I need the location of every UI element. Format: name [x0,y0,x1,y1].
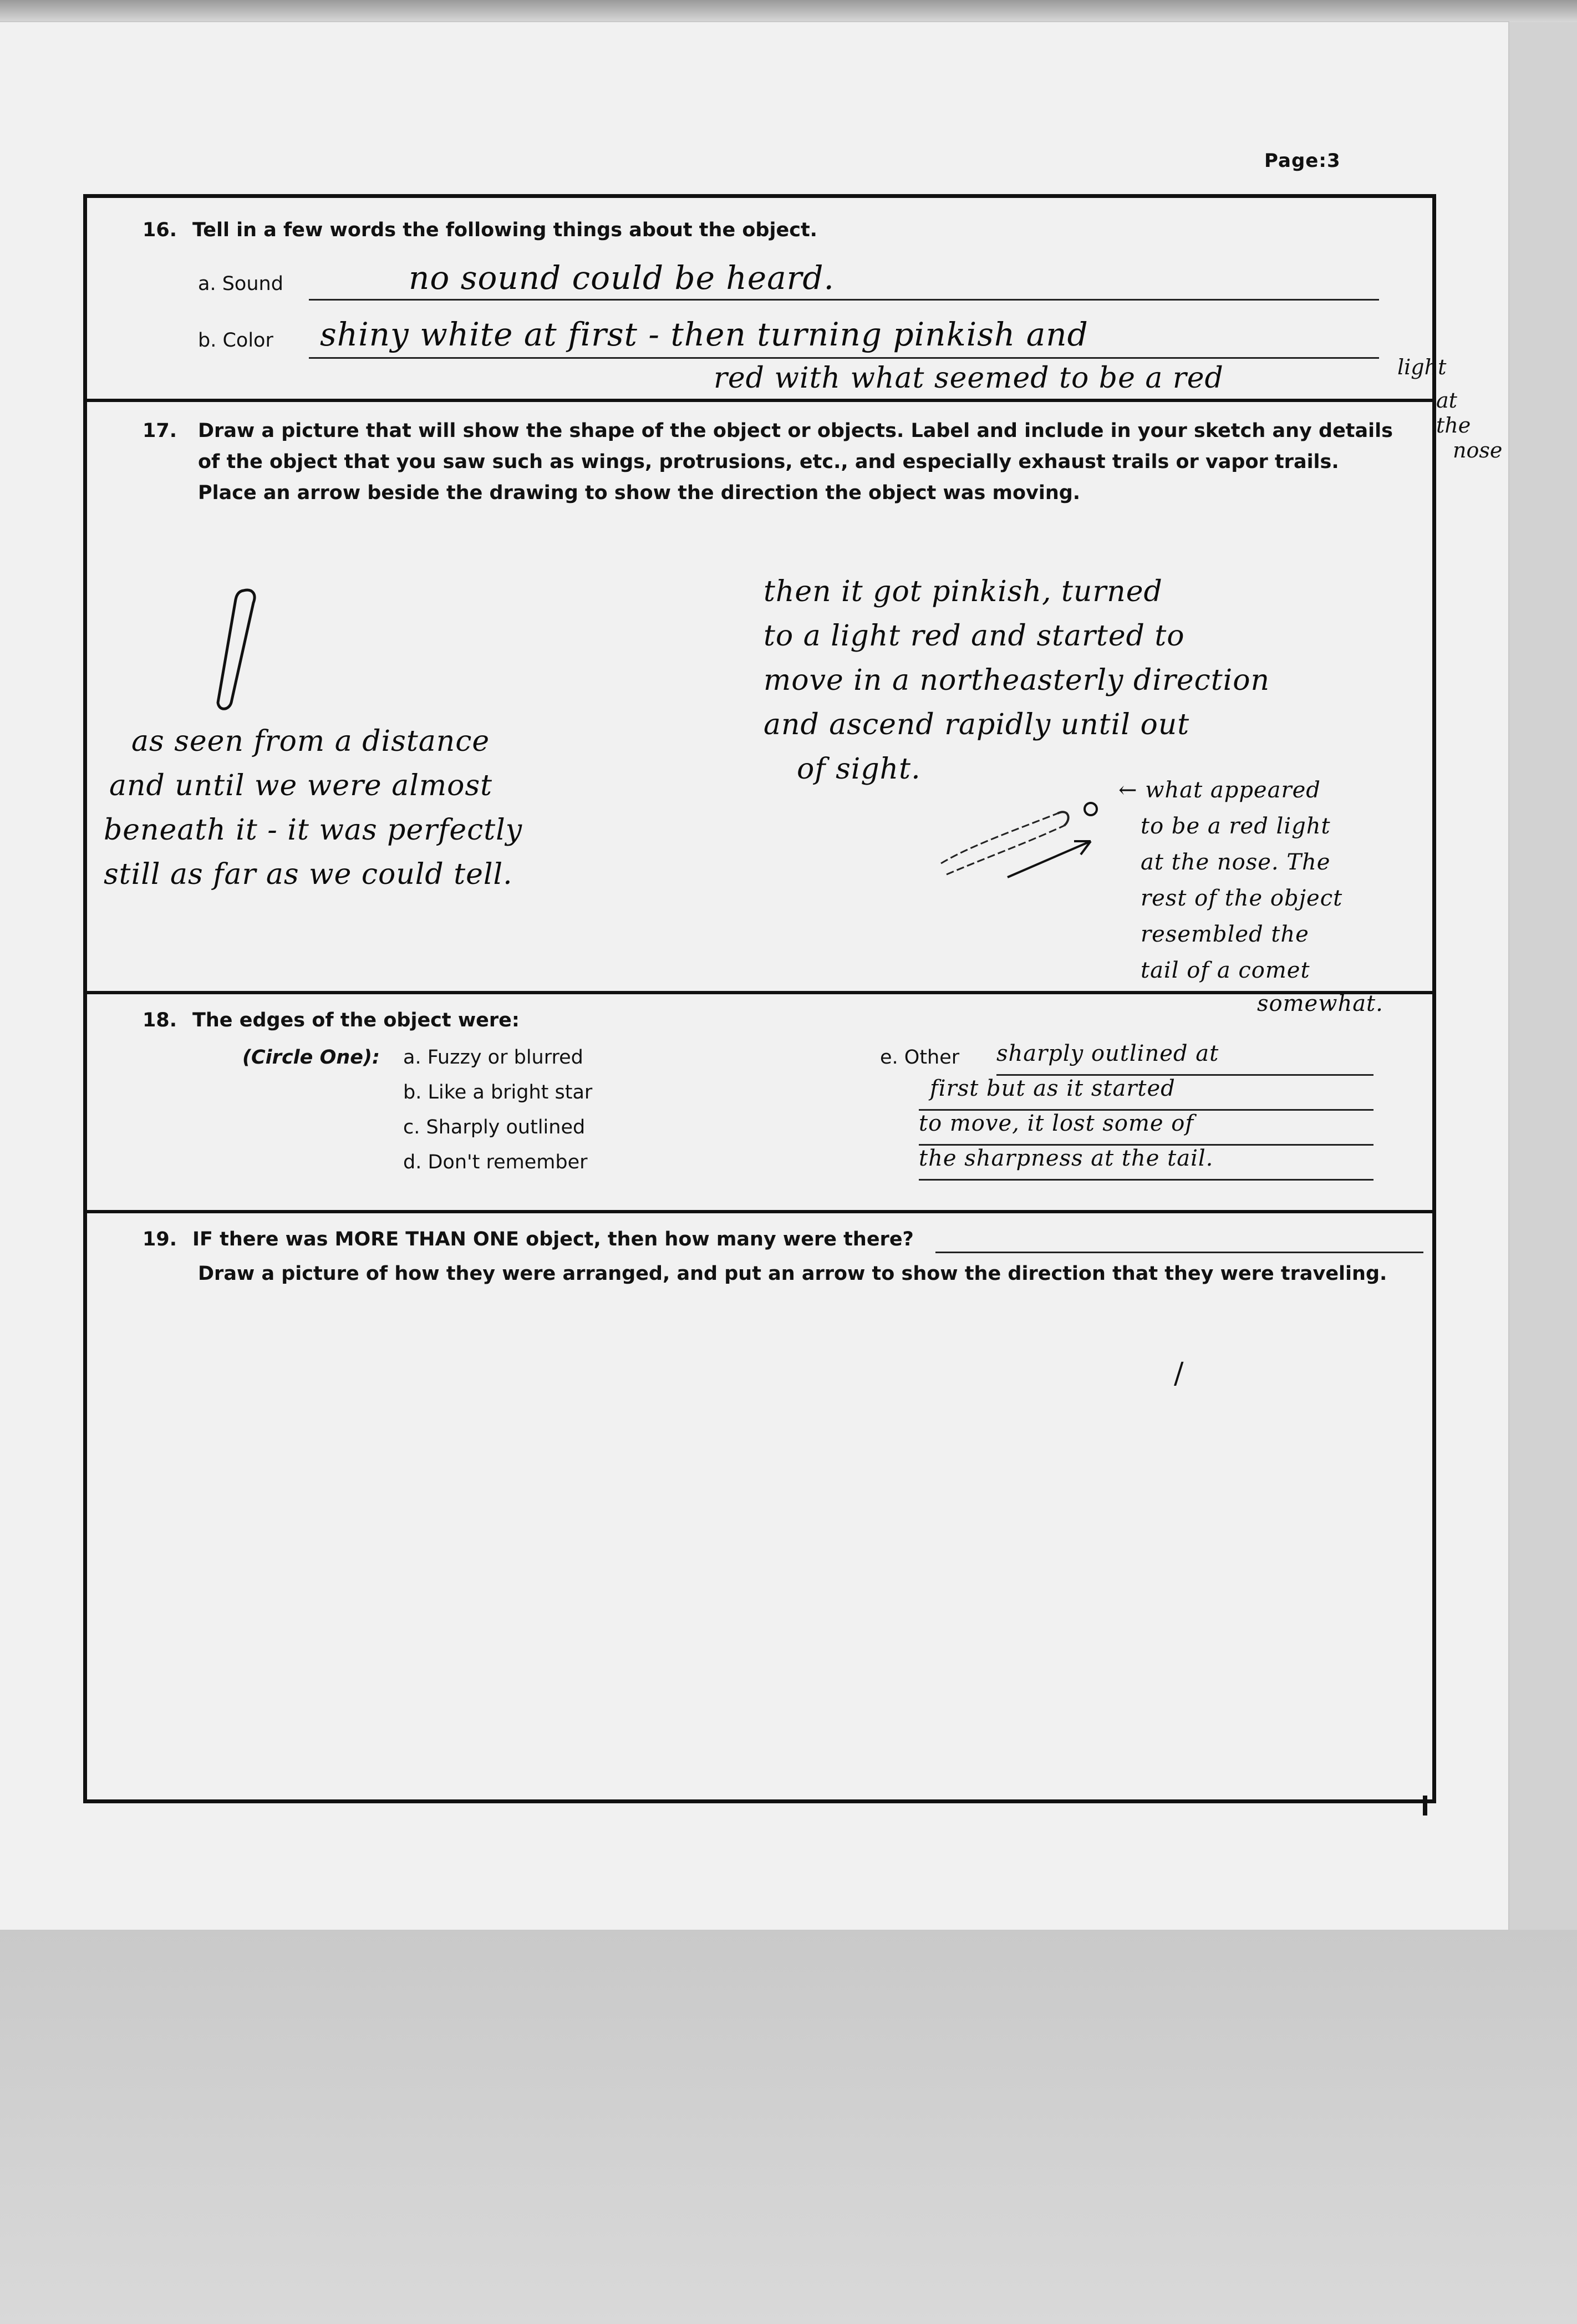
q17-note-left-4: still as far as we could tell. [104,858,513,891]
q19-prompt-text: IF there was MORE THAN ONE object, then how many were there? [192,1228,914,1250]
q17-note-nose-7: somewhat. [1257,991,1383,1016]
q19-number: 19. [143,1228,177,1250]
q19-prompt-line-2: Draw a picture of how they were arranged, and put an arrow to show the direction that they were traveling. [198,1263,1387,1285]
q18-option-a[interactable]: a. Fuzzy or blurred [403,1046,583,1069]
q17-note-right-5: of sight. [797,752,921,786]
q17-note-left-1: as seen from a distance [131,725,490,758]
form-frame [83,194,1436,1803]
q18-prompt [143,1005,520,1036]
q18-instruction-text: (Circle One): [242,1046,380,1069]
q16-divider [87,399,1432,402]
q16-color-answer-line2: red with what seemed to be a red [714,362,1224,395]
q18-other-answer-4: the sharpness at the tail. [919,1146,1214,1171]
q17-note-nose-1: ← what appeared [1118,777,1321,803]
q16-margin-note-2: at [1436,388,1457,413]
q16-sound-line [309,299,1379,301]
q16-color-line [309,357,1379,359]
q18-other-answer-3: to move, it lost some of [919,1111,1194,1136]
q17-note-nose-4: rest of the object [1141,886,1343,911]
q17-note-right-3: move in a northeasterly direction [764,664,1270,697]
page-number: Page:3 [1264,150,1341,172]
q16-number: 16. [143,219,177,241]
q17-note-nose-2: to be a red light [1141,813,1331,839]
q18-option-c[interactable]: c. Sharply outlined [403,1116,586,1138]
q16-sound-label: a. Sound [198,273,283,295]
q17-note-left-3: beneath it - it was perfectly [104,813,523,847]
q17-note-left-2: and until we were almost [109,769,493,802]
q17-note-nose-3: at the nose. The [1141,850,1331,875]
scan-background [0,1930,1577,2324]
q19-prompt [143,1224,914,1255]
q17-note-right-2: to a light red and started to [764,619,1185,653]
q18-option-e-label[interactable]: e. Other [880,1046,960,1069]
q16-margin-note-4: nose [1453,438,1503,462]
q17-note-right-1: then it got pinkish, turned [764,575,1163,608]
object-sketch-stationary [209,586,276,714]
q18-other-answer-2: first but as it started [930,1076,1176,1101]
q17-divider [87,991,1432,994]
q16-prompt [143,215,817,246]
q16-color-label: b. Color [198,329,273,352]
scan-edge [0,0,1577,22]
frame-corner-mark [1423,1796,1427,1816]
q17-prompt-line-3: Place an arrow beside the drawing to show the direction the object was moving. [198,482,1081,504]
q18-other-answer-1: sharply outlined at [996,1041,1219,1066]
q17-note-right-4: and ascend rapidly until out [764,708,1190,741]
q16-margin-note-3: the [1436,413,1471,438]
q18-divider [87,1210,1432,1213]
q17-number: 17. [143,420,177,442]
q17-note-nose-5: resembled the [1141,922,1309,947]
stray-pen-mark: / [1174,1357,1184,1390]
q18-instruction [242,1044,380,1071]
q19-count-line [935,1252,1423,1253]
q16-sound-answer: no sound could be heard. [409,259,835,297]
q17-prompt-line-2: of the object that you saw such as wings, protrusions, etc., and especially exhaust trails or vapor trails. [198,451,1339,473]
q16-margin-note-1: light [1397,355,1447,379]
q18-number: 18. [143,1009,177,1031]
q18-other-line-4 [919,1179,1373,1181]
q17-prompt-line-1: Draw a picture that will show the shape of the object or objects. Label and include in your sketch any details [198,420,1393,442]
q18-option-b[interactable]: b. Like a bright star [403,1081,593,1103]
q16-color-answer-line1: shiny white at first - then turning pinkish and [320,316,1088,353]
q18-prompt-text: The edges of the object were: [192,1009,520,1031]
q17-note-nose-6: tail of a comet [1141,958,1310,983]
q16-prompt-text: Tell in a few words the following things about the object. [192,219,817,241]
q18-option-d[interactable]: d. Don't remember [403,1151,588,1173]
